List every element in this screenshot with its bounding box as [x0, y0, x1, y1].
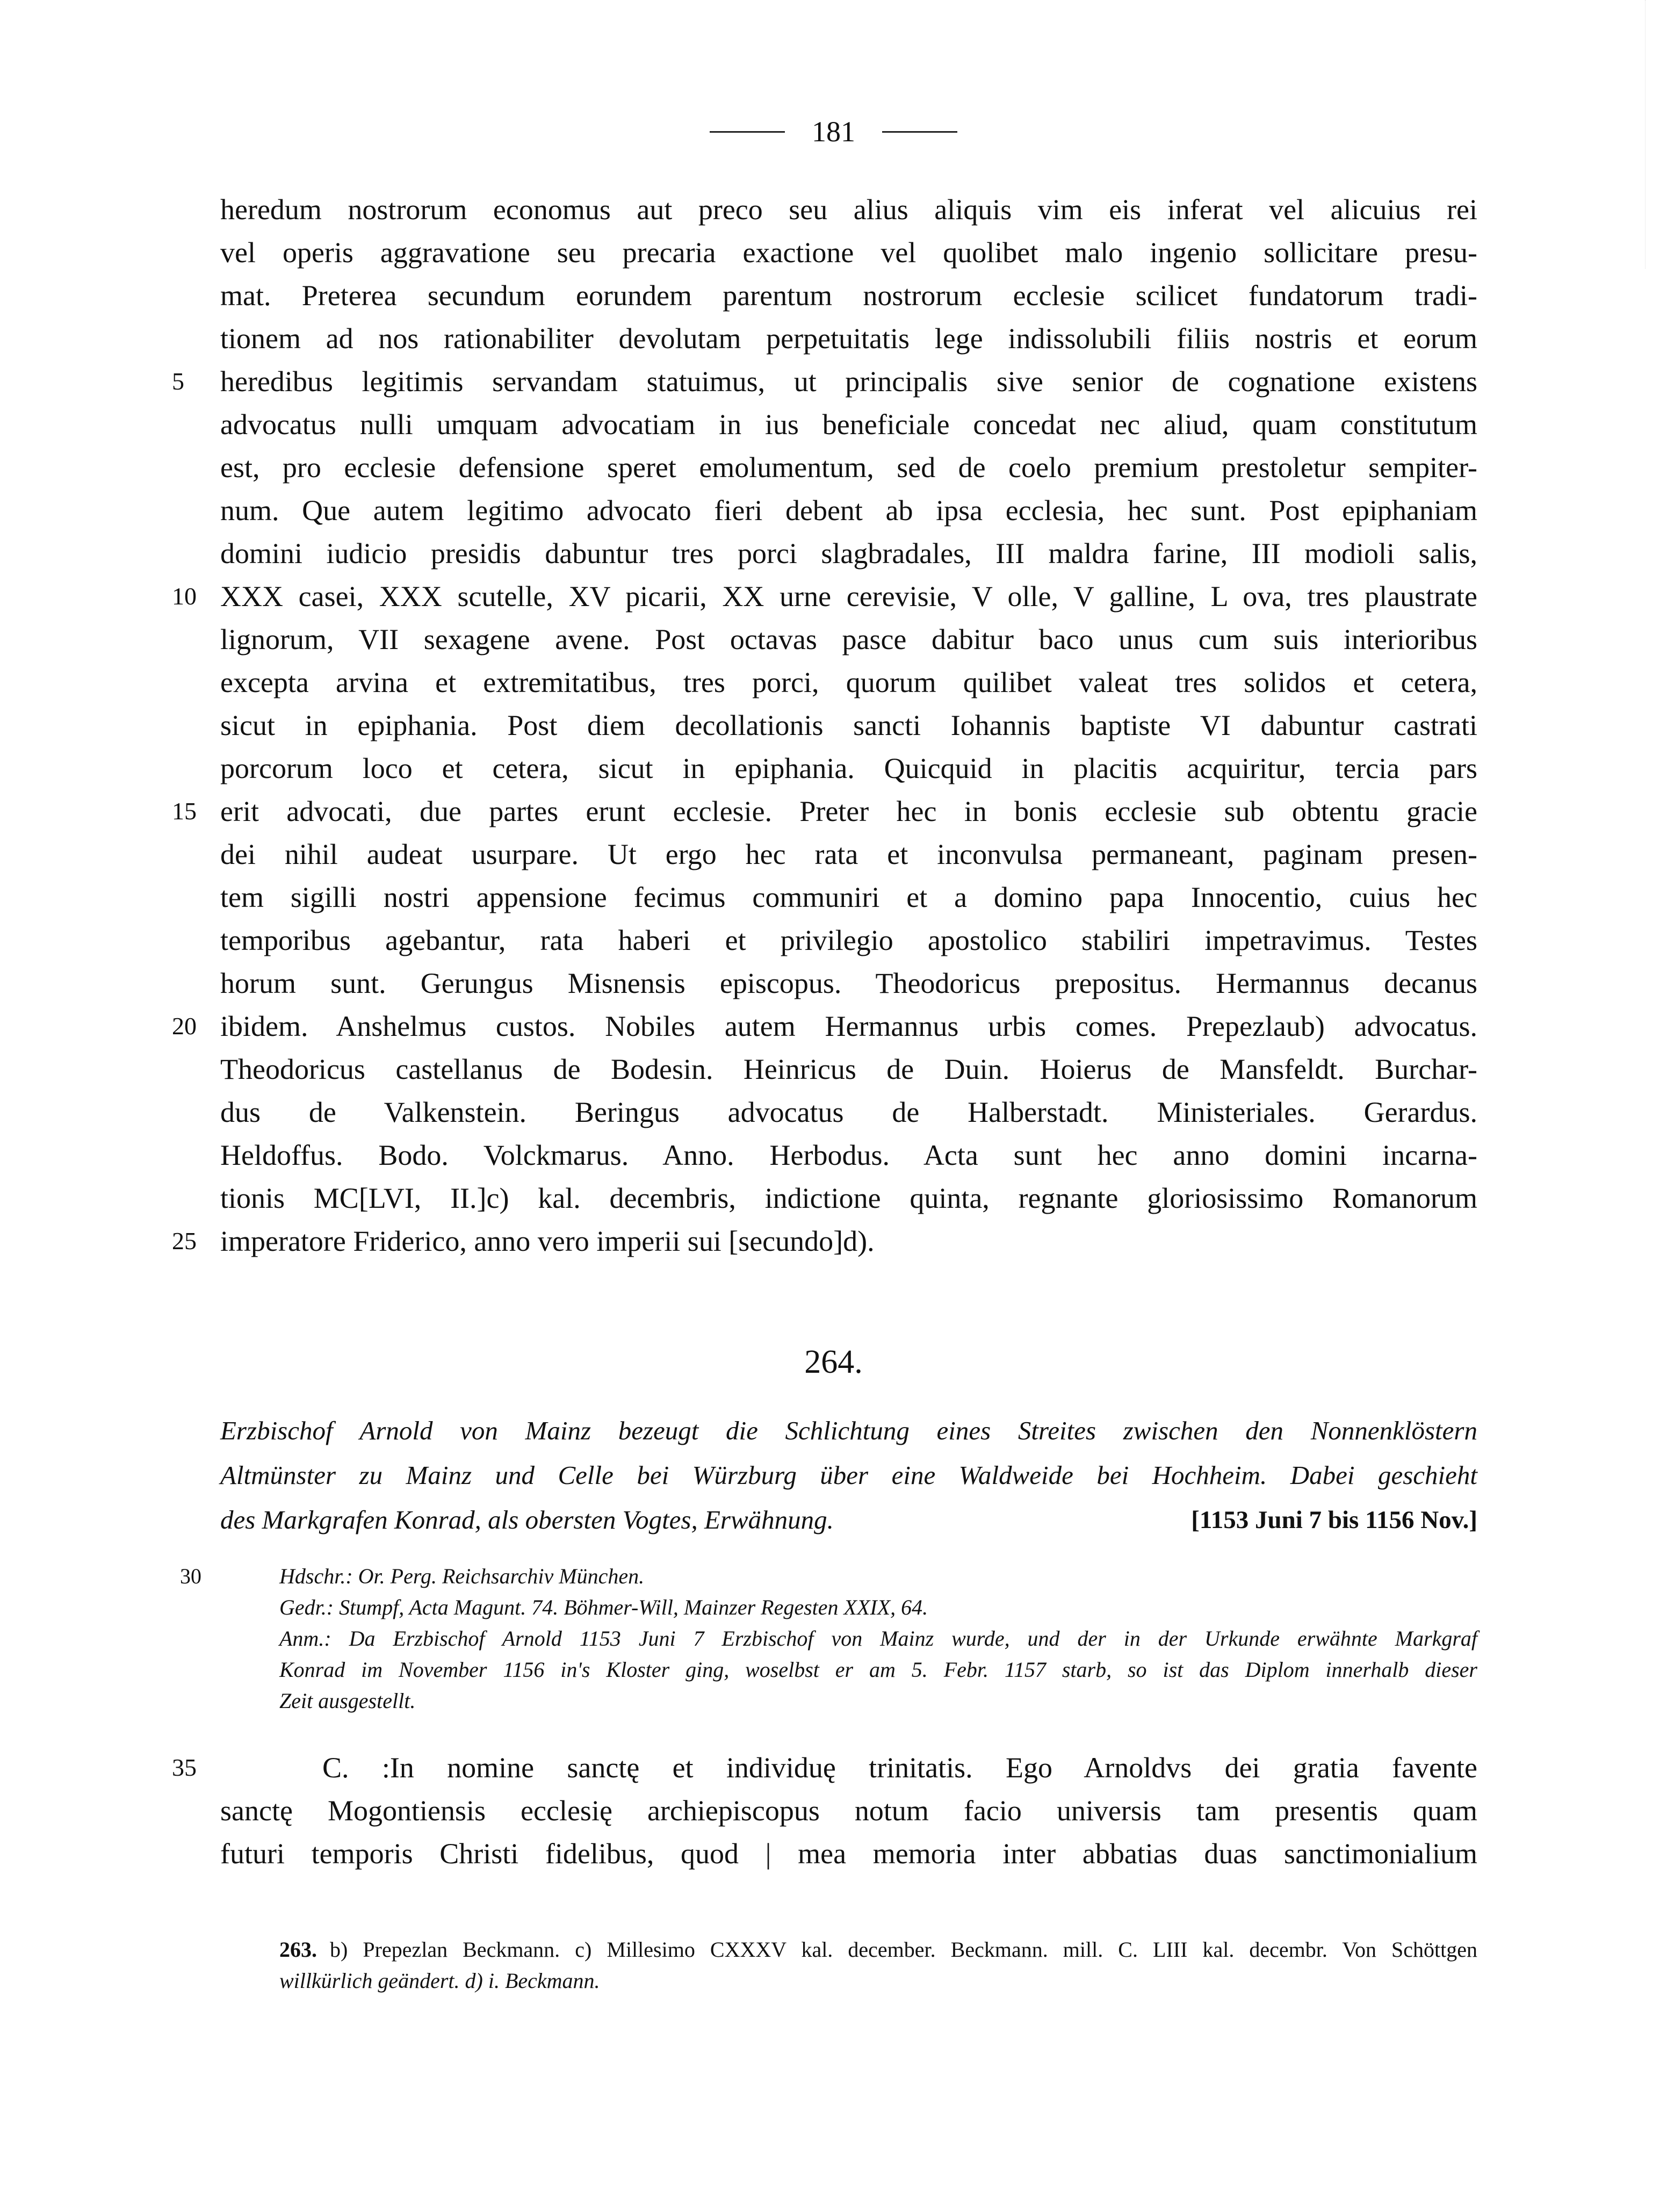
body-line: imperatore Friderico, anno vero imperii sui [secundo]d). [220, 1225, 875, 1257]
footnote-line-1 [279, 1934, 1477, 1965]
regest-line: Erzbischof Arnold von Mainz bezeugt die Schlichtung eines Streites zwischen den Nonnenklöstern [220, 1416, 1477, 1445]
body-line: num. Que autem legitimo advocato fieri debent ab ipsa ecclesia, hec sunt. Post epiphaniam [220, 494, 1477, 527]
footnote-line-2: willkürlich geändert. d) i. Beckmann. [279, 1969, 600, 1993]
body-line: domini iudicio presidis dabuntur tres porci slagbradales, III maldra farine, III modioli salis, [220, 537, 1477, 570]
body-line: ibidem. Anshelmus custos. Nobiles autem Hermannus urbis comes. Prepezlaub) advocatus. [220, 1010, 1477, 1042]
regest-line: des Markgrafen Konrad, als obersten Vogtes, Erwähnung. [220, 1505, 834, 1534]
line-number: 35 [172, 1754, 197, 1781]
body-line: C. :In nomine sanctę et individuę trinitatis. Ego Arnoldvs dei gratia favente [322, 1752, 1477, 1784]
body-line: horum sunt. Gerungus Misnensis episcopus. Theodoricus prepositus. Hermannus decanus [220, 967, 1477, 999]
body-line: sanctę Mogontiensis ecclesię archiepiscopus notum facio universis tam presentis quam [220, 1795, 1477, 1827]
header-rule-right [882, 131, 957, 133]
body-line: mat. Preterea secundum eorundem parentum nostrorum ecclesie scilicet fundatorum tradi- [220, 279, 1477, 312]
margin-ruler-marks [1645, 0, 1667, 269]
body-line: porcorum loco et cetera, sicut in epiphania. Quicquid in placitis acquiritur, tercia pars [220, 752, 1477, 784]
body-line: XXX casei, XXX scutelle, XV picarii, XX urne cerevisie, V olle, V galline, L ova, tres plaustrate [220, 580, 1477, 613]
apparatus-line: Anm.: Da Erzbischof Arnold 1153 Juni 7 Erzbischof von Mainz wurde, und der in der Urkunde erwähnte Markgraf [279, 1626, 1477, 1651]
body-line: heredibus legitimis servandam statuimus, ut principalis sive senior de cognatione existens [220, 365, 1477, 398]
body-line: Theodoricus castellanus de Bodesin. Heinricus de Duin. Hoierus de Mansfeldt. Burchar- [220, 1053, 1477, 1085]
body-line: futuri temporis Christi fidelibus, quod | mea memoria inter abbatias duas sanctimonialium [220, 1838, 1477, 1870]
body-line: est, pro ecclesie defensione speret emolumentum, sed de coelo premium prestoletur sempiter- [220, 451, 1477, 484]
document-number-heading: 264. [804, 1344, 863, 1380]
header-rule-left [710, 131, 785, 133]
body-line: dus de Valkenstein. Beringus advocatus de Halberstadt. Ministeriales. Gerardus. [220, 1096, 1477, 1128]
line-number: 25 [172, 1227, 197, 1255]
line-number: 30 [180, 1564, 201, 1588]
line-number: 10 [172, 582, 197, 610]
footnote-text: b) Prepezlan Beckmann. c) Millesimo CXXXV kal. december. Beckmann. mill. C. LIII kal. decembr. Von Schöttgen [330, 1937, 1477, 1962]
regest-date: [1153 Juni 7 bis 1156 Nov.] [1191, 1506, 1477, 1534]
page-header [0, 110, 1667, 153]
apparatus-line: Gedr.: Stumpf, Acta Magunt. 74. Böhmer-Will, Mainzer Regesten XXIX, 64. [279, 1595, 928, 1619]
body-line: sicut in epiphania. Post diem decollationis sancti Iohannis baptiste VI dabuntur castrati [220, 709, 1477, 741]
page-number: 181 [812, 116, 855, 148]
apparatus-line: Hdschr.: Or. Perg. Reichsarchiv München. [279, 1564, 645, 1588]
body-line: heredum nostrorum economus aut preco seu alius aliquis vim eis inferat vel alicuius rei [220, 193, 1477, 226]
body-line: erit advocati, due partes erunt ecclesie. Preter hec in bonis ecclesie sub obtentu gracie [220, 795, 1477, 827]
line-number: 15 [172, 797, 197, 825]
body-line: temporibus agebantur, rata haberi et privilegio apostolico stabiliri impetravimus. Testes [220, 924, 1477, 956]
line-number: 5 [172, 368, 184, 395]
body-line: advocatus nulli umquam advocatiam in ius beneficiale concedat nec aliud, quam constitutum [220, 408, 1477, 441]
footnote-ref: 263. [279, 1937, 317, 1962]
body-line: tionem ad nos rationabiliter devolutam perpetuitatis lege indissolubili filiis nostris et eorum [220, 322, 1477, 355]
regest-line: Altmünster zu Mainz und Celle bei Würzburg über eine Waldweide bei Hochheim. Dabei geschieht [220, 1460, 1477, 1490]
apparatus-line: Konrad im November 1156 in's Kloster ging, woselbst er am 5. Febr. 1157 starb, so ist das Diplom innerhalb dieser [279, 1658, 1477, 1682]
line-number: 20 [172, 1012, 197, 1040]
body-line: dei nihil audeat usurpare. Ut ergo hec rata et inconvulsa permaneant, paginam presen- [220, 838, 1477, 870]
body-line: vel operis aggravatione seu precaria exactione vel quolibet malo ingenio sollicitare presu- [220, 236, 1477, 269]
body-line: tionis MC[LVI, II.]c) kal. decembris, indictione quinta, regnante gloriosissimo Romanorum [220, 1182, 1477, 1214]
body-line: Heldoffus. Bodo. Volckmarus. Anno. Herbodus. Acta sunt hec anno domini incarna- [220, 1139, 1477, 1171]
body-line: excepta arvina et extremitatibus, tres porci, quorum quilibet valeat tres solidos et cetera, [220, 666, 1477, 698]
apparatus-line: Zeit ausgestellt. [279, 1689, 416, 1713]
body-line: lignorum, VII sexagene avene. Post octavas pasce dabitur baco unus cum suis interioribus [220, 623, 1477, 655]
body-line: tem sigilli nostri appensione fecimus communiri et a domino papa Innocentio, cuius hec [220, 881, 1477, 913]
